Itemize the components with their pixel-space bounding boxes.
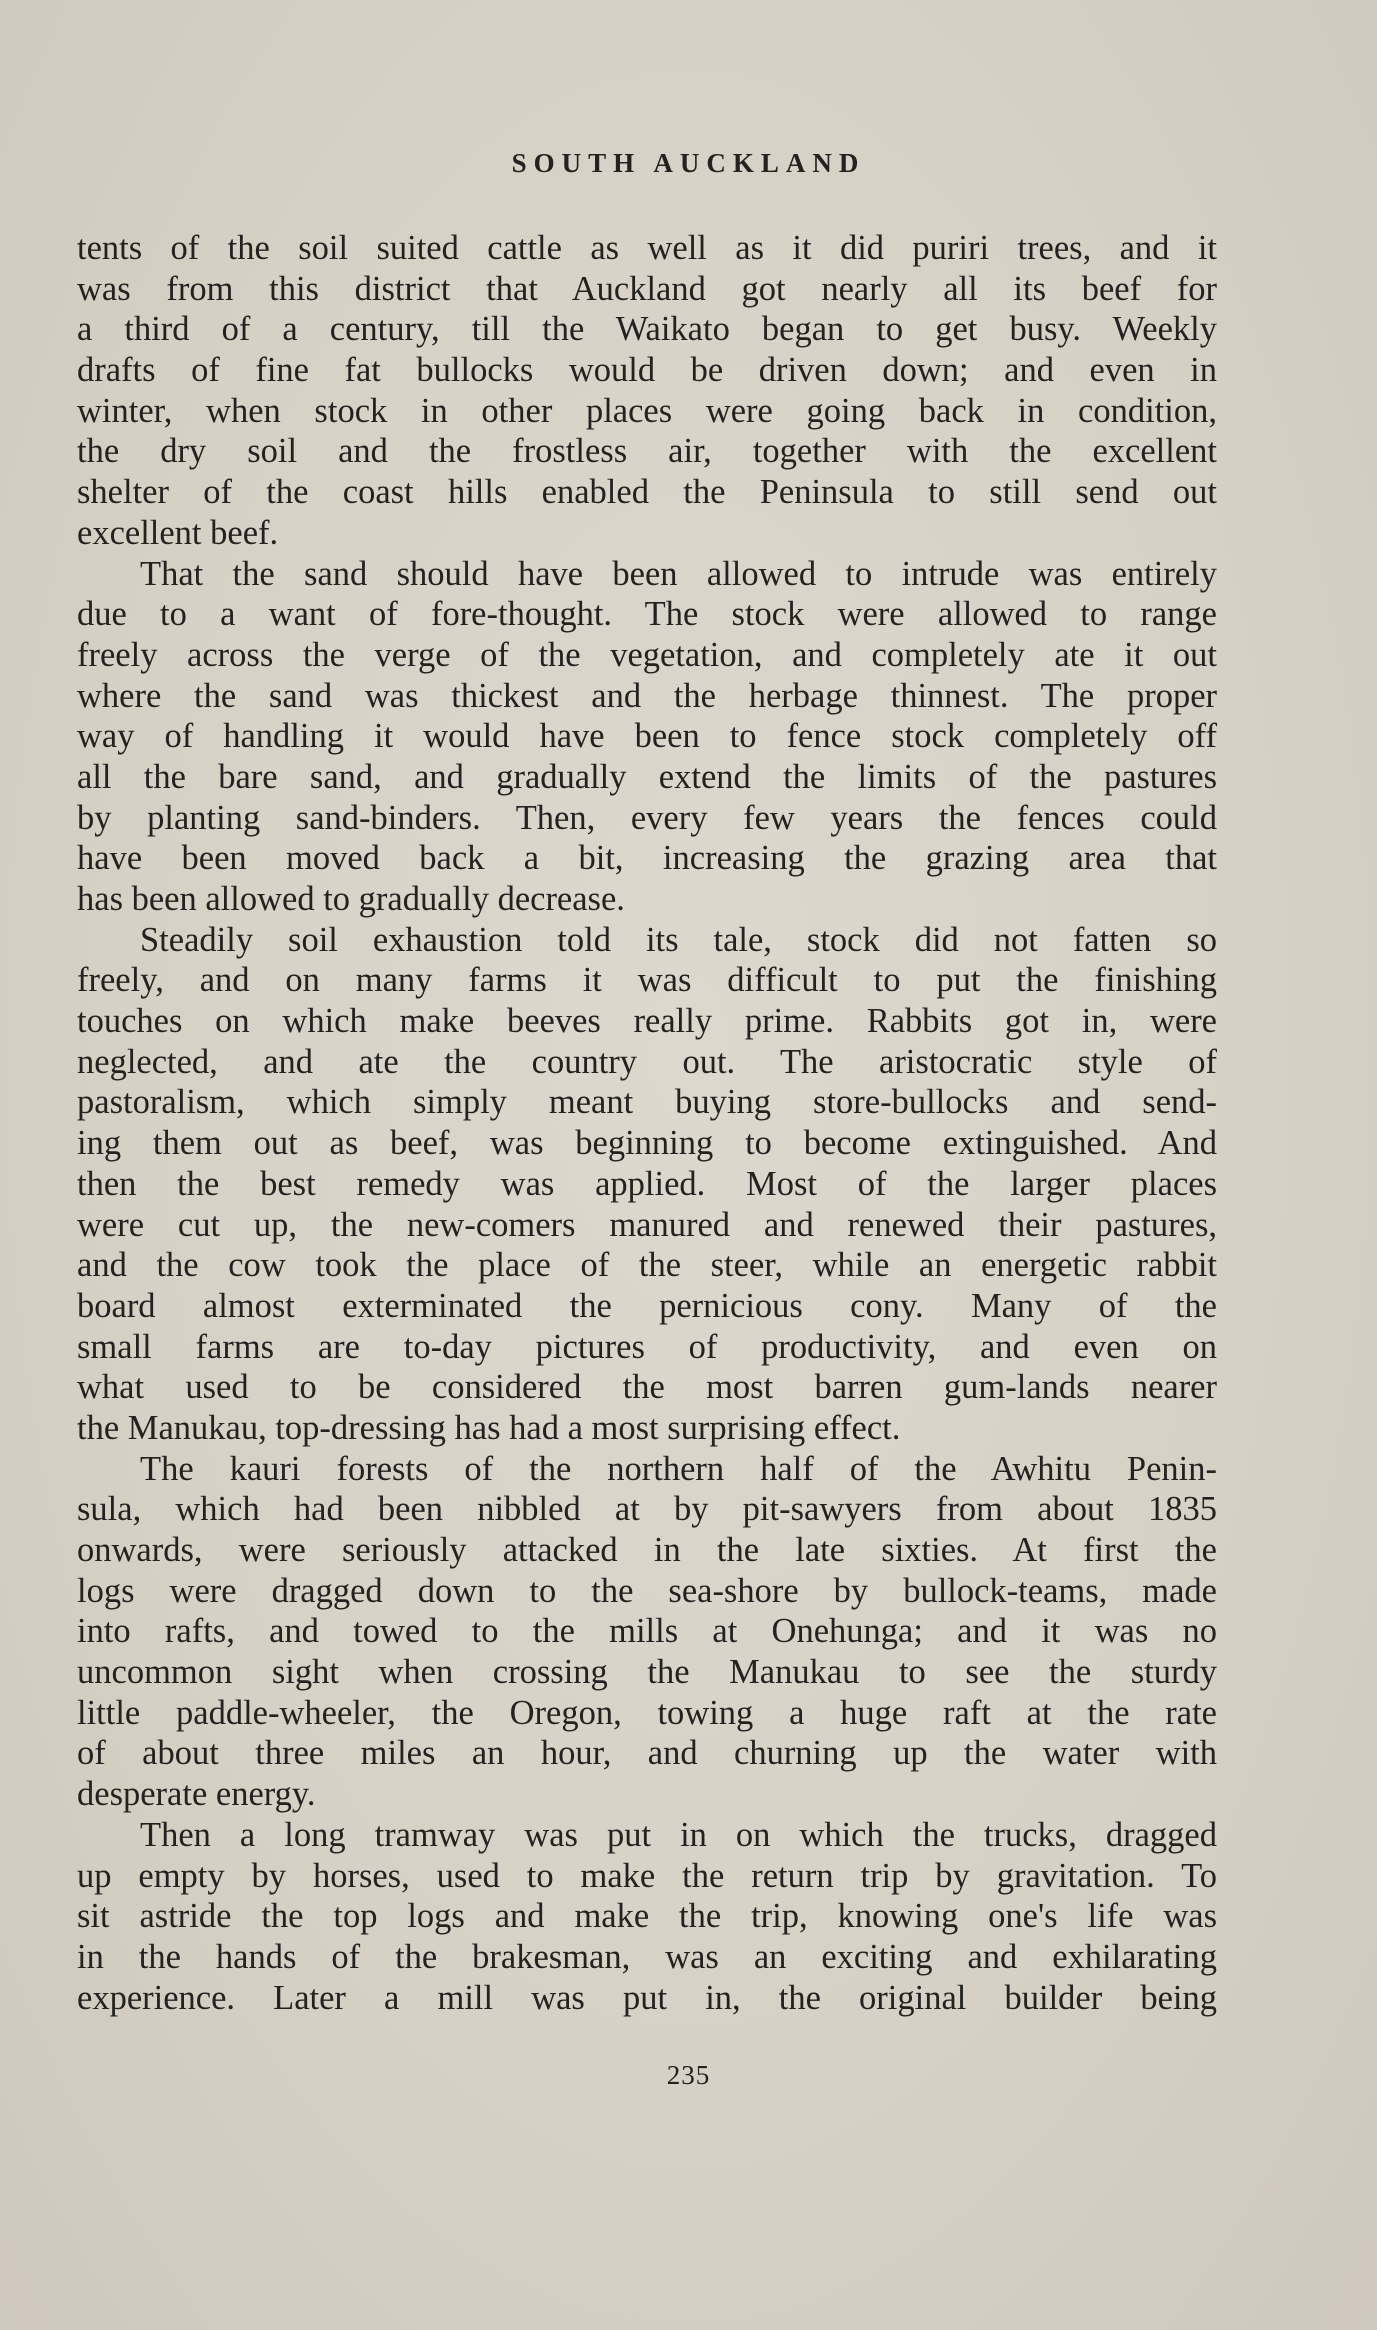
page-number: 235 (666, 2060, 711, 2090)
paragraph (77, 1815, 1217, 2018)
body-text (77, 228, 1217, 2018)
text-line: freely across the verge of the vegetation, and completely ate it out (77, 635, 1217, 674)
text-line: all the bare sand, and gradually extend the limits of the pastures (77, 757, 1217, 796)
text-line: then the best remedy was applied. Most of the larger places (77, 1164, 1217, 1203)
text-line: into rafts, and towed to the mills at Onehunga; and it was no (77, 1612, 1217, 1651)
text-line: logs were dragged down to the sea-shore by bullock-teams, made (77, 1571, 1217, 1610)
text-line: shelter of the coast hills enabled the Peninsula to still send out (77, 473, 1217, 512)
text-line: Steadily soil exhaustion told its tale, stock did not fatten so (140, 920, 1217, 959)
text-line: pastoralism, which simply meant buying store-bullocks and send- (77, 1083, 1217, 1122)
text-line: a third of a century, till the Waikato began to get busy. Weekly (77, 310, 1217, 349)
text-line: the Manukau, top-dressing has had a most surprising effect. (77, 1408, 901, 1447)
paragraph (77, 1449, 1217, 1815)
text-line: excellent beef. (77, 513, 279, 552)
text-line: desperate energy. (77, 1775, 316, 1814)
text-line: little paddle-wheeler, the Oregon, towing a huge raft at the rate (77, 1693, 1217, 1732)
paragraph (77, 228, 1217, 554)
text-line: The kauri forests of the northern half of the Awhitu Penin- (140, 1449, 1217, 1488)
running-title: SOUTH AUCKLAND (511, 148, 866, 178)
text-line: Then a long tramway was put in on which the trucks, dragged (140, 1815, 1217, 1854)
text-line: by planting sand-binders. Then, every few years the fences could (77, 798, 1217, 837)
text-line: due to a want of fore-thought. The stock were allowed to range (77, 595, 1217, 634)
text-line: was from this district that Auckland got nearly all its beef for (77, 269, 1217, 308)
text-line: small farms are to-day pictures of productivity, and even on (77, 1327, 1217, 1366)
text-line: drafts of fine fat bullocks would be driven down; and even in (77, 351, 1217, 390)
text-line: of about three miles an hour, and churning up the water with (77, 1734, 1217, 1773)
text-line: were cut up, the new-comers manured and renewed their pastures, (77, 1205, 1217, 1244)
text-line: have been moved back a bit, increasing the grazing area that (77, 839, 1217, 878)
text-line: tents of the soil suited cattle as well as it did puriri trees, and it (77, 229, 1217, 267)
text-line: touches on which make beeves really prime. Rabbits got in, were (77, 1002, 1217, 1041)
text-line: sula, which had been nibbled at by pit-sawyers from about 1835 (77, 1490, 1217, 1529)
text-line: way of handling it would have been to fence stock completely off (77, 717, 1217, 756)
paragraph (77, 920, 1217, 1449)
text-line: onwards, were seriously attacked in the late sixties. At first the (77, 1531, 1217, 1569)
text-line: uncommon sight when crossing the Manukau to see the sturdy (77, 1653, 1217, 1692)
text-line: in the hands of the brakesman, was an exciting and exhilarating (77, 1937, 1217, 1976)
text-line: sit astride the top logs and make the trip, knowing one's life was (77, 1897, 1217, 1936)
paragraph (77, 554, 1217, 920)
text-line: experience. Later a mill was put in, the original builder being (77, 1978, 1217, 2017)
text-line: where the sand was thickest and the herbage thinnest. The proper (77, 676, 1217, 715)
text-line: up empty by horses, used to make the return trip by gravitation. To (77, 1856, 1217, 1895)
text-line: neglected, and ate the country out. The aristocratic style of (77, 1042, 1217, 1081)
text-line: what used to be considered the most barren gum-lands nearer (77, 1368, 1217, 1407)
text-line: That the sand should have been allowed to intrude was entirely (140, 554, 1217, 593)
text-line: freely, and on many farms it was difficult to put the finishing (77, 961, 1217, 1000)
text-line: board almost exterminated the pernicious cony. Many of the (77, 1286, 1217, 1325)
text-line: the dry soil and the frostless air, together with the excellent (77, 432, 1217, 471)
text-line: and the cow took the place of the steer, while an energetic rabbit (77, 1246, 1217, 1285)
text-line: winter, when stock in other places were going back in condition, (77, 391, 1217, 430)
text-line: ing them out as beef, was beginning to become extinguished. And (77, 1124, 1217, 1163)
text-line: has been allowed to gradually decrease. (77, 880, 625, 918)
